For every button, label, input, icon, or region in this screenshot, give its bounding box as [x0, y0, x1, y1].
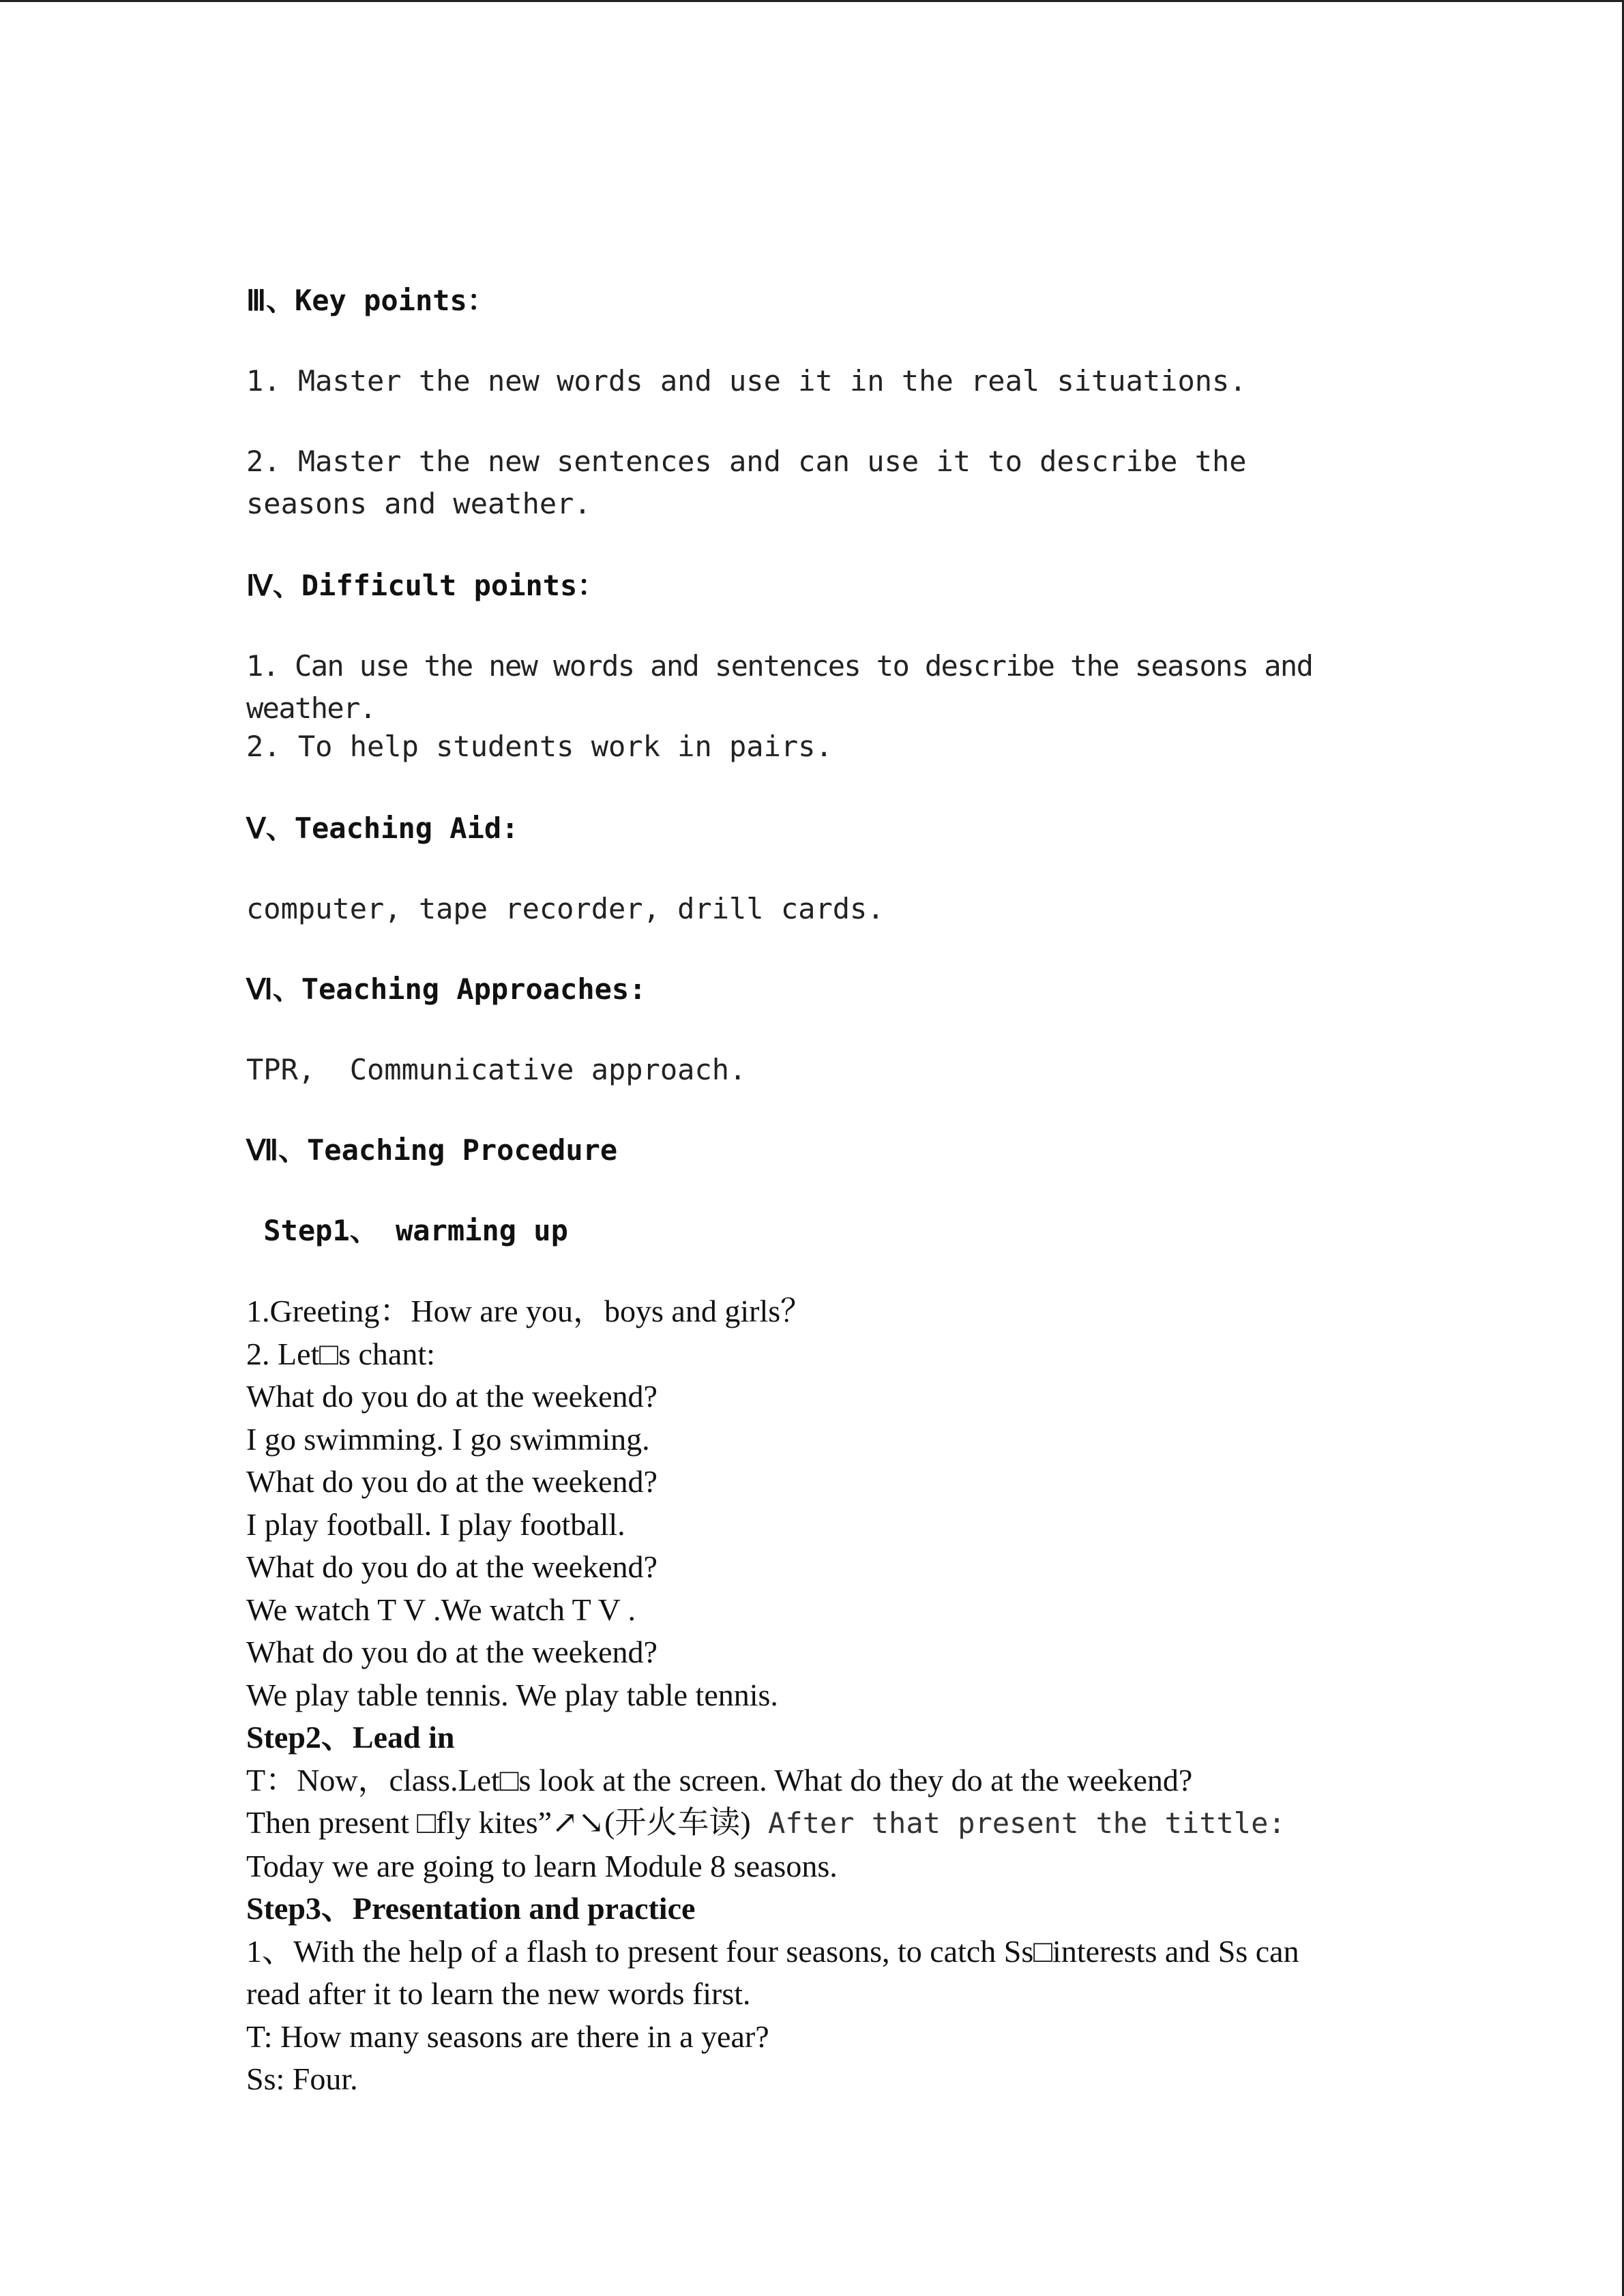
step1-line: We play table tennis. We play table tennis. — [246, 1677, 778, 1712]
teaching-approaches-text: TPR, Communicative approach. — [246, 1053, 747, 1086]
page-top-border — [0, 0, 1624, 2]
step3-line: Ss: Four. — [246, 2061, 358, 2096]
difficult-point-1: 1. Can use the new words and sentences to describe the seasons and weather. — [246, 649, 1329, 725]
teaching-aid-heading: Ⅴ、Teaching Aid: — [246, 811, 519, 845]
step1-content — [246, 1290, 1378, 2101]
key-point-2: 2. Master the new sentences and can use it to describe the seasons and weather. — [246, 445, 1264, 520]
key-points-heading: Ⅲ、Key points： — [246, 284, 496, 317]
step2-line-2-mono: After that present the tittle: — [750, 1806, 1286, 1840]
step2-line-3: Today we are going to learn Module 8 seasons. — [246, 1848, 838, 1883]
step1-line: I play football. I play football. — [246, 1506, 625, 1542]
step1-line: 2. Let□s chant: — [246, 1336, 435, 1371]
step1-line: We watch T V .We watch T V . — [246, 1592, 636, 1627]
step3-line: 1、With the help of a flash to present four seasons, to catch Ss□interests and Ss can — [246, 1933, 1299, 1969]
step3-heading: Step3、Presentation and practice — [246, 1891, 696, 1926]
step3-line: T: How many seasons are there in a year? — [246, 2018, 769, 2054]
key-point-1: 1. Master the new words and use it in the real situations. — [246, 364, 1247, 398]
step2-heading: Step2、Lead in — [246, 1720, 455, 1755]
step1-line: 1.Greeting：How are you，boys and girls？ — [246, 1294, 812, 1328]
step1-line: What do you do at the weekend? — [246, 1464, 658, 1499]
teaching-approaches-heading: Ⅵ、Teaching Approaches: — [246, 972, 647, 1006]
teaching-procedure-heading: Ⅶ、Teaching Procedure — [246, 1133, 618, 1167]
step2-line-2 — [246, 1802, 1378, 1845]
step1-line: What do you do at the weekend? — [246, 1379, 658, 1414]
teaching-aid-text: computer, tape recorder, drill cards. — [246, 892, 885, 925]
step2-line-1: T：Now，class.Let□s look at the screen. What do they do at the weekend? — [246, 1762, 1193, 1798]
step2-line-2-serif: Then present □fly kites”↗↘(开火车读) — [246, 1805, 751, 1840]
step1-line: What do you do at the weekend? — [246, 1549, 658, 1584]
step1-heading: Step1、 warming up — [246, 1214, 568, 1247]
step3-line: read after it to learn the new words first. — [246, 1976, 751, 2011]
difficult-point-2: 2. To help students work in pairs. — [246, 730, 833, 763]
difficult-points-heading: Ⅳ、Difficult points： — [246, 569, 606, 602]
step1-line: What do you do at the weekend? — [246, 1635, 658, 1669]
step1-line: I go swimming. I go swimming. — [246, 1421, 650, 1457]
